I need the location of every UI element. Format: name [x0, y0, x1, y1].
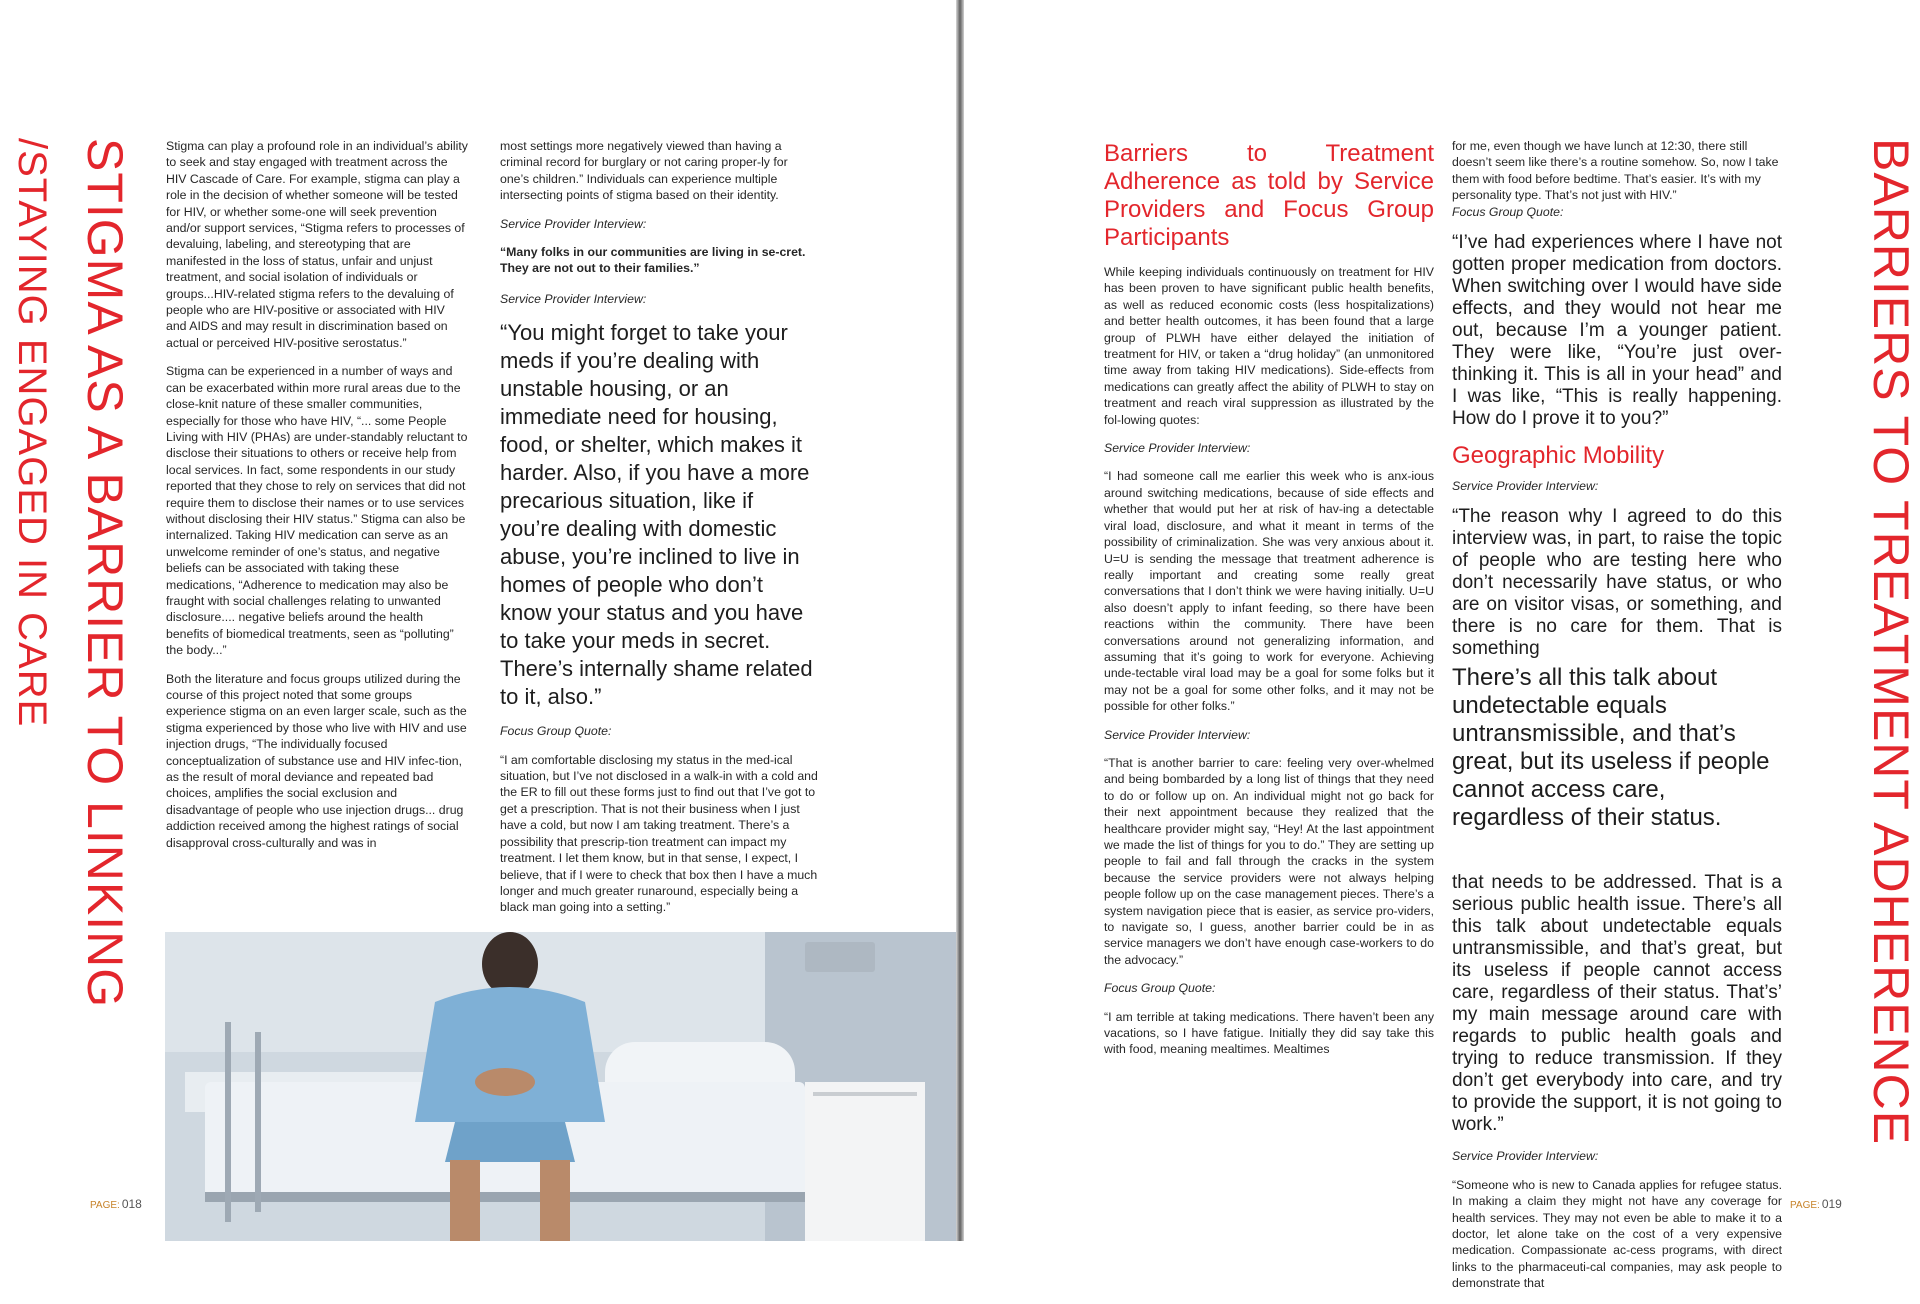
- geographic-mobility-heading: Geographic Mobility: [1452, 442, 1665, 470]
- left-title-line1: STIGMA AS A BARRIER TO LINKING: [77, 138, 133, 1009]
- left-page: [0, 0, 956, 1241]
- quote-continuation: that needs to be addressed. That is a serious public health issue. There’s all this talk about undetectable equals untransmissible, and that’s great, but its useless if people cannot access care, regardless of their status. That’s’ my main message around care with regards to public health goals and trying to reduce transmission. If they don’t get everybody into care, and try to provide the support, it is not going to work.”: [1452, 872, 1782, 1136]
- quote-service-provider: “That is another barrier to care: feeling very over-whelmed and being bombarded by a long list of things that they need to do or follow up on. An individual might not go back for their next appointment because they realized that the healthcare provider might say, “Hey! At the last appointment we made the list of things for you to do.” They are setting up people to fail and fall through the cracks in the system because the service providers were not always helping people follow up on the case management pieces. There’s a system navigation piece that is easier, as service pro-viders, to navigate so, I guess, another barrier could be in as service managers we don’t have enough case-workers to do the advocacy.”: [1104, 755, 1434, 967]
- right-title: BARRIERS TO TREATMENT ADHERENCE: [1863, 138, 1919, 1146]
- paragraph: Both the literature and focus groups utilized during the course of this project noted that some groups experience stigma on an even larger scale, such as the stigma experienced by those who live with HIV and use injection drugs, “The individually focused conceptualization of substance use and HIV infec-tion, as the result of moral deviance and repeated bad choices, amplifies the social exclusion and disadvantage of people who use injection drugs... drug addiction received among the highest ratings of social disapproval cross-culturally and was in: [166, 671, 467, 850]
- label-service-provider: Service Provider Interview:: [500, 216, 647, 231]
- paragraph: Stigma can be experienced in a number of ways and can be exacerbated within more rural areas due to the close-knit nature of these smaller communities, especially for those who have HIV, “... some People Living with HIV (PHAs) are under-standably reluctant to disclose their situations to others or receive help from local services. In fact, some respondents in our study reported that they chose to rely on services that did not require them to disclose their names or to use services without disclosing their HIV status.” Stigma can also be internalized. Taking HIV medication can serve as an unwelcome reminder of one’s status, and negative beliefs can be associated with taking these medications, “Adherence to medication may also be fraught with social challenges relating to unwanted disclosure.... negative beliefs around the health benefits of biomedical treatments, seen as “polluting” the body...”: [166, 364, 468, 658]
- pull-quote: “You might forget to take your meds if you’re dealing with unstable housing, or an immediate need for housing, food, or shelter, which makes it harder. Also, if you have a more precarious situation, like if you’re dealing with domestic abuse, you’re inclined to live in homes of people who don’t know your status and you have to take your meds in secret. There’s internally shame related to it, also.”: [500, 320, 813, 710]
- paragraph: for me, even though we have lunch at 12:30, there still doesn’t seem like there’s a routine somehow. So, now I take them with food before bedtime. That’s easier. It’s with my personality type. That’s not just with HIV.”: [1452, 139, 1779, 203]
- left-column-1: [166, 138, 468, 863]
- left-title-line2: /STAYING ENGAGED IN CARE: [10, 138, 54, 728]
- quote-focus-group: “I am terrible at taking medications. There haven’t been any vacations, so I have fatigue. Initially they did say take this with food, meaning mealtimes. Mealtimes: [1104, 1009, 1434, 1057]
- label-service-provider: Service Provider Interview:: [1452, 479, 1599, 494]
- label-service-provider: Service Provider Interview:: [500, 291, 647, 306]
- book-gutter: [956, 0, 964, 1241]
- right-page: [964, 0, 1920, 1291]
- paragraph: Stigma can play a profound role in an individual’s ability to seek and stay engaged with treatment across the HIV Cascade of Care. For example, stigma can play a role in the decision of whether someone will be tested for HIV, or whether some-one will seek prevention and/or support services, “Stigma refers to processes of devaluing, labeling, and stereotyping that are manifested in the loss of status, unfair and unjust treatment, and social isolation of individuals or groups...HIV-related stigma refers to the devaluing of people who are HIV-positive or associated with HIV and AIDS and may result in discrimination based on actual or perceived HIV-positive serostatus.”: [166, 139, 468, 350]
- label-focus-group: Focus Group Quote:: [1104, 981, 1216, 996]
- photo-illustration: [165, 932, 957, 1241]
- paragraph: While keeping individuals continuously on treatment for HIV has been proven to have significant public health benefits, as well as reduced economic costs (less hospitalizations) and better health outcomes, it has been found that a large group of PLWH have either delayed the initiation of treatment for HIV, or taken a “drug holiday” (an unmonitored time away from taking HIV medications). Side-effects from medications can greatly affect the ability of PLWH to stay on treatment and reach viral suppression as illustrated by the fol-lowing quotes:: [1104, 265, 1434, 427]
- page-number: 018: [121, 1197, 142, 1211]
- label-service-provider: Service Provider Interview:: [1452, 1149, 1599, 1164]
- hospital-patient-photo: [165, 932, 957, 1241]
- quote-bold: “Many folks in our communities are living in se-cret. They are not out to their families.”: [500, 245, 806, 276]
- quote-focus-group: “I am comfortable disclosing my status in the med-ical situation, but I’ve not disclosed in a walk-in with a cold and the ER to fill out these forms just to find out that I’ve got to get a prescription. That is not their business when I just have a cold, but now I am taking treatment. There’s a possibility that prescrip-tion treatment can impact my treatment. I let them know, but in that sense, I expect, I believe, that if I were to check that box then I have a much longer and much greater runaround, especially being a black man going into a setting.”: [500, 752, 818, 915]
- left-column-2: [500, 138, 818, 928]
- label-service-provider: Service Provider Interview:: [1104, 727, 1251, 742]
- label-service-provider: Service Provider Interview:: [1104, 441, 1251, 456]
- right-column-2: [1452, 138, 1782, 1304]
- label-focus-group: Focus Group Quote:: [500, 724, 612, 739]
- label-focus-group: Focus Group Quote:: [1452, 204, 1564, 219]
- quote-service-provider: “The reason why I agreed to do this interview was, in part, to raise the topic of people who are testing here who don’t necessarily have status, or who are on visitor visas, or something, and there is no care for them. That is something: [1452, 506, 1782, 660]
- page-number-left: [90, 1197, 142, 1211]
- paragraph: most settings more negatively viewed than having a criminal record for burglary or not caring proper-ly for one’s children.” Individuals can experience multiple intersecting points of stigma based on their identity.: [500, 139, 788, 203]
- page-label: PAGE:: [1790, 1200, 1820, 1211]
- page-number-right: [1790, 1197, 1842, 1211]
- pull-quote: “I’ve had experiences where I have not gotten proper medication from doctors. When switching over I would have side effects, and they would not hear me out, because I’m a younger patient. They were like, “You’re just over-thinking it. This is all in your head” and I was like, “This is really happening. How do I prove it to you?”: [1452, 232, 1782, 430]
- page-number: 019: [1821, 1197, 1842, 1211]
- quote-service-provider: “Someone who is new to Canada applies for refugee status. In making a claim they might not have any coverage for health services. They may not even be able to make it to a doctor, let alone take on the cost of a very expensive medication. Compassionate ac-cess programs, with direct links to the pharmaceuti-cal companies, may ask people to demonstrate that: [1452, 1177, 1782, 1291]
- page-label: PAGE:: [90, 1200, 120, 1211]
- right-column-1: [1104, 140, 1434, 1070]
- highlight-pull-quote: There’s all this talk about undetectable equals untransmissible, and that’s great, but its useless if people cannot access care, regardless of their status.: [1452, 664, 1770, 832]
- quote-service-provider: “I had someone call me earlier this week who is anx-ious around switching medications, because of side effects and whether that would put her at risk of hav-ing a detectable viral load, disclosure, and what it meant in terms of the possibility of criminalization. She was very anxious about it. U=U is sending the message that treatment adherence is really important and creating some really great conversations that I don’t think we were having initially. U=U also doesn’t apply to infant feeding, so there have been reactions within the community. There have been conversations around not generalizing information, and assuming that it’s going to work for everyone. Achieving unde-tectable viral load may be a goal for some folks but it may not be a goal for some other folks, and it may not be possible for other folks.”: [1104, 469, 1434, 714]
- section-heading: Barriers to Treatment Adherence as told by Service Providers and Focus Group Participants: [1104, 140, 1434, 251]
